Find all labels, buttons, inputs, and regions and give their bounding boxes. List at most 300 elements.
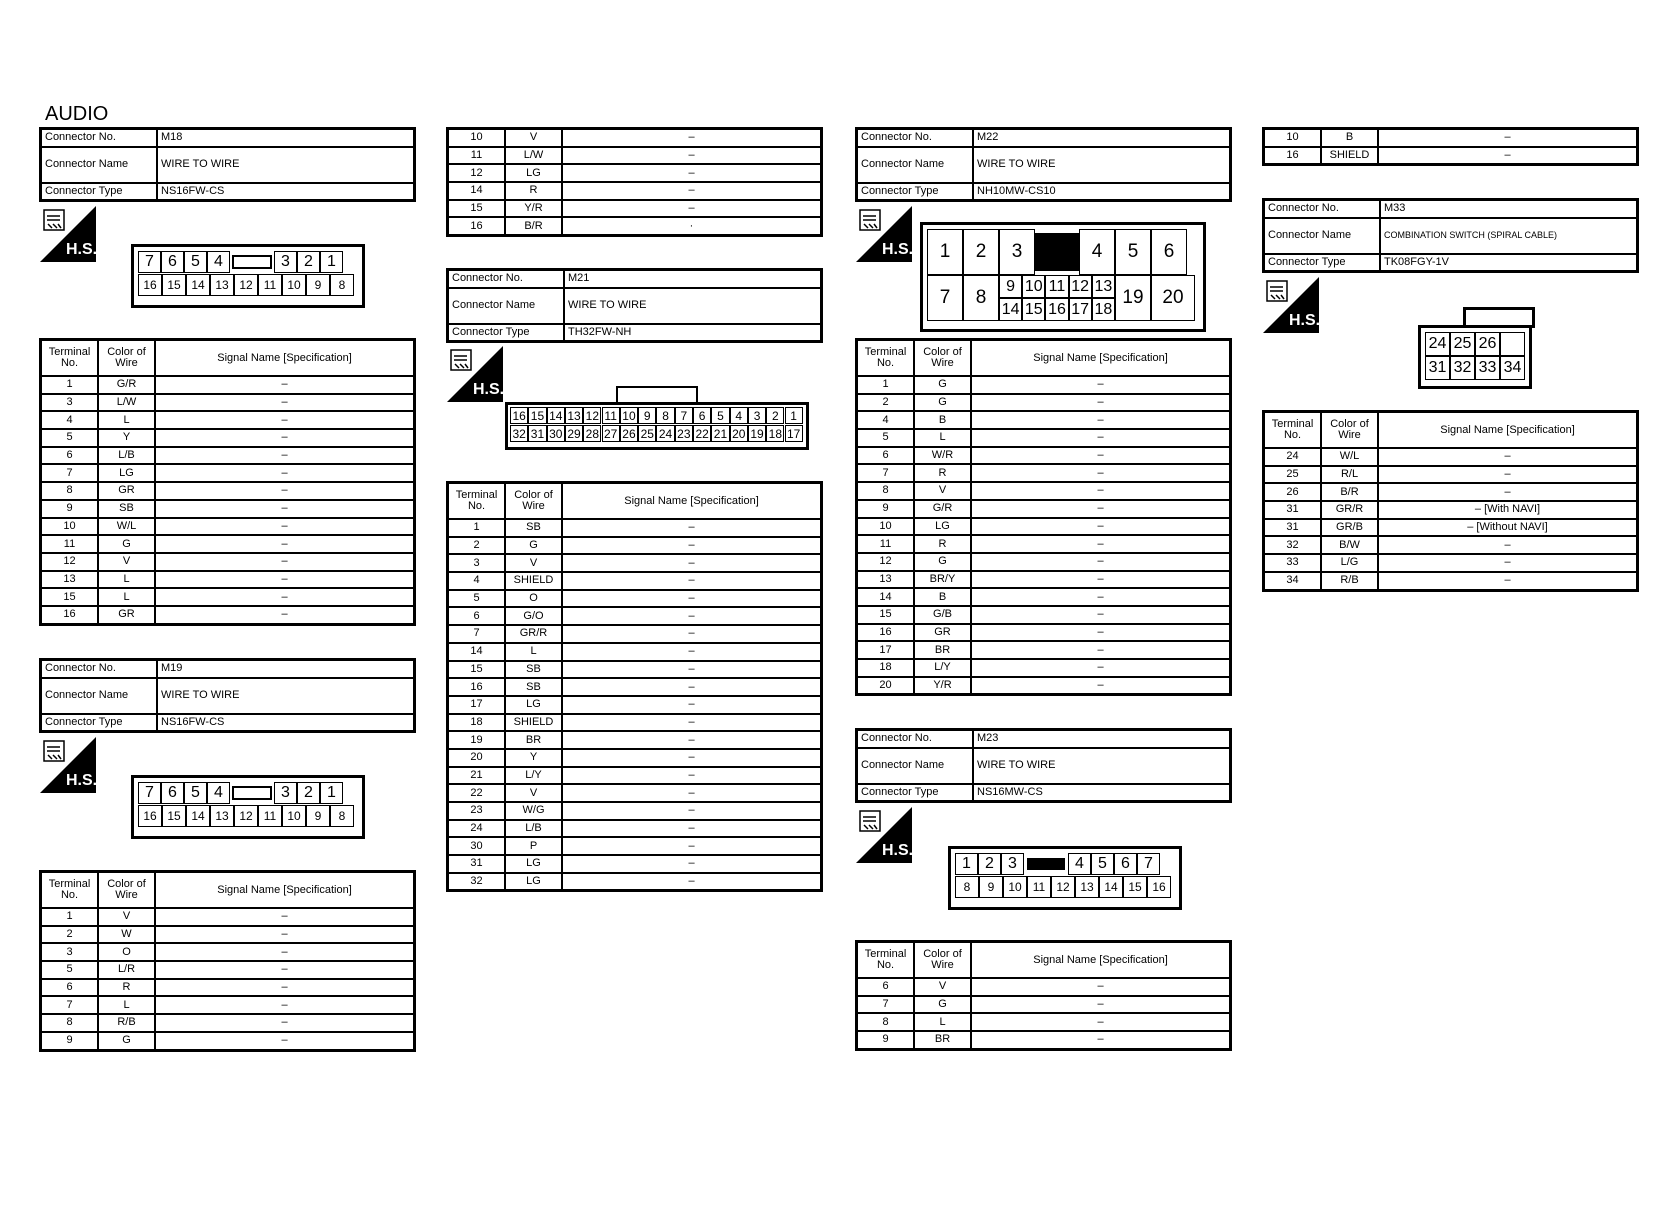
terminal-no-cell: 21 [448, 767, 506, 785]
table-row [857, 535, 1231, 553]
connector-pin: 16 [510, 407, 528, 424]
terminal-no-cell: 20 [857, 677, 915, 695]
table-row [857, 411, 1231, 429]
connector-pin: 17 [1069, 298, 1092, 321]
signal-name-cell: – [971, 535, 1231, 553]
terminal-no-cell: 13 [857, 571, 915, 589]
connector-pin: 22 [693, 425, 711, 442]
terminal-no-cell: 7 [857, 464, 915, 482]
signal-name-cell: – [562, 767, 822, 785]
connector-pin: 2 [297, 251, 320, 273]
table-row [41, 376, 415, 394]
connector-pin: 12 [1069, 275, 1092, 298]
wire-color-cell: GR/B [1321, 519, 1378, 537]
color-of-wire-header: Color of Wire [914, 340, 971, 377]
terminal-no-cell: 24 [1264, 448, 1322, 466]
connector-pin: 34 [1500, 356, 1525, 380]
hs-label: H.S. [882, 842, 912, 859]
table-row [448, 714, 822, 732]
connector-pin: 1 [955, 853, 978, 875]
table-row [448, 749, 822, 767]
connector-pin: 8 [656, 407, 674, 424]
terminal-no-cell: 22 [448, 784, 506, 802]
table-row [857, 1013, 1231, 1031]
connector-pin: 7 [1137, 853, 1160, 875]
terminal-no-cell: 19 [448, 731, 506, 749]
table-row [857, 553, 1231, 571]
wire-color-cell: Y/R [505, 200, 562, 218]
connector-pin: 1 [785, 407, 803, 424]
connector-pin: 6 [693, 407, 711, 424]
wire-color-cell: L/B [98, 447, 155, 465]
table-row [1264, 572, 1638, 590]
terminal-no-cell: 23 [448, 802, 506, 820]
table-header-row [41, 340, 415, 377]
connector-pin: 20 [730, 425, 748, 442]
wire-color-cell: B [1321, 129, 1378, 147]
signal-name-cell: – [971, 429, 1231, 447]
wire-color-cell: B [914, 588, 971, 606]
connector-no-label: Connector No. [41, 660, 158, 678]
table-row [41, 518, 415, 536]
table-row [41, 535, 415, 553]
table-row [448, 625, 822, 643]
signal-name-header: Signal Name [Specification] [562, 483, 822, 520]
connector-type-value: TK08FGY-1V [1380, 254, 1638, 272]
connector-name-value: WIRE TO WIRE [973, 748, 1231, 784]
wire-color-cell: O [505, 590, 562, 608]
wire-color-cell: B/R [1321, 483, 1378, 501]
table-row [448, 678, 822, 696]
connector-pin: 19 [748, 425, 766, 442]
wire-color-cell: P [505, 837, 562, 855]
hs-label: H.S. [882, 241, 912, 258]
connector-pin: 9 [999, 275, 1022, 298]
table-row [41, 1014, 415, 1032]
wire-color-cell: BR [914, 641, 971, 659]
table-header-row [41, 872, 415, 909]
signal-name-cell: – [155, 535, 415, 553]
table-row [857, 996, 1231, 1014]
connector-pin: 31 [1425, 356, 1450, 380]
wire-color-cell: BR [505, 731, 562, 749]
terminal-no-cell: 5 [857, 429, 915, 447]
wire-color-cell: SHIELD [505, 714, 562, 732]
connector-pin: 15 [162, 274, 186, 296]
signal-name-cell: – [971, 411, 1231, 429]
connector-pin: 31 [528, 425, 546, 442]
table-row [857, 447, 1231, 465]
signal-name-cell: – [155, 979, 415, 997]
table-row [448, 519, 822, 537]
terminal-no-cell: 17 [448, 696, 506, 714]
connector-type-label: Connector Type [41, 714, 158, 732]
table-row [448, 537, 822, 555]
page-title: AUDIO [45, 103, 109, 125]
wire-color-cell: LG [505, 855, 562, 873]
connector-pin: 6 [161, 782, 184, 804]
connector-pin: 4 [730, 407, 748, 424]
signal-name-cell: – [562, 661, 822, 679]
connector-pin: 10 [282, 805, 306, 827]
table-row [1264, 448, 1638, 466]
table-header-row [448, 483, 822, 520]
terminal-no-cell: 6 [857, 447, 915, 465]
wire-color-cell: SB [505, 678, 562, 696]
table-row [448, 607, 822, 625]
table-row [1264, 536, 1638, 554]
wire-color-cell: L/W [505, 147, 562, 165]
connector-pin: 11 [258, 805, 282, 827]
hs-label: H.S. [1289, 312, 1319, 329]
table-row [41, 500, 415, 518]
table-row [448, 217, 822, 235]
wire-color-cell: R [914, 535, 971, 553]
connector-pin: 25 [1450, 332, 1475, 356]
table-row [41, 943, 415, 961]
table-row [857, 394, 1231, 412]
signal-name-cell: – [562, 873, 822, 891]
wire-color-cell: L/Y [505, 767, 562, 785]
m23-continued-table [1262, 127, 1639, 166]
connector-pin: 4 [207, 251, 230, 273]
signal-name-cell: – [155, 429, 415, 447]
wire-color-cell: L/B [505, 820, 562, 838]
wire-color-cell: GR [914, 624, 971, 642]
m33-connector-face [1418, 325, 1532, 389]
table-row [448, 837, 822, 855]
terminal-no-cell: 34 [1264, 572, 1322, 590]
wire-color-cell: L [98, 411, 155, 429]
wire-color-cell: W/L [1321, 448, 1378, 466]
table-row [857, 588, 1231, 606]
signal-name-cell: – [562, 837, 822, 855]
connector-pin: 26 [620, 425, 638, 442]
terminal-no-cell: 6 [41, 447, 99, 465]
terminal-no-cell: 24 [448, 820, 506, 838]
terminal-no-cell: 16 [448, 217, 506, 235]
signal-name-cell: – [562, 147, 822, 165]
terminal-no-cell: 1 [41, 376, 99, 394]
color-of-wire-header: Color of Wire [914, 942, 971, 979]
connector-name-label: Connector Name [41, 678, 158, 714]
signal-name-cell: – [562, 731, 822, 749]
connector-pin: 32 [510, 425, 528, 442]
signal-name-cell: – [562, 714, 822, 732]
connector-pin: 7 [138, 251, 161, 273]
connector-pin: 2 [766, 407, 784, 424]
terminal-no-header: Terminal No. [448, 483, 506, 520]
wire-color-cell: LG [914, 518, 971, 536]
wire-color-cell: G/O [505, 607, 562, 625]
connector-pin: 23 [675, 425, 693, 442]
table-row [448, 572, 822, 590]
signal-name-cell: – [562, 572, 822, 590]
table-row [41, 553, 415, 571]
connector-pin: 14 [186, 274, 210, 296]
cavity-bar [1027, 858, 1065, 870]
wire-color-cell: LG [98, 464, 155, 482]
signal-name-cell: – [155, 464, 415, 482]
connector-pin: 16 [1045, 298, 1068, 321]
signal-name-cell: – [971, 677, 1231, 695]
wire-color-cell: V [98, 908, 155, 926]
connector-pin: 4 [1068, 853, 1091, 875]
terminal-no-cell: 7 [41, 464, 99, 482]
connector-pin: 7 [927, 275, 963, 321]
connector-pin: 6 [1114, 853, 1137, 875]
connector-pin: 7 [675, 407, 693, 424]
table-row [857, 482, 1231, 500]
connector-pin: 14 [186, 805, 210, 827]
connector-pin: 11 [1045, 275, 1068, 298]
terminal-no-cell: 2 [41, 926, 99, 944]
connector-type-value: NH10MW-CS10 [973, 183, 1231, 201]
wire-color-cell: V [98, 553, 155, 571]
connector-pin: 15 [1022, 298, 1045, 321]
hs-label: H.S. [66, 772, 96, 789]
signal-name-cell: – [155, 482, 415, 500]
connector-type-label: Connector Type [448, 324, 565, 342]
connector-name-label: Connector Name [857, 748, 974, 784]
table-row [41, 447, 415, 465]
table-row [1264, 129, 1638, 147]
signal-name-cell: – [1378, 129, 1638, 147]
connector-no-value: M21 [564, 270, 822, 288]
wire-color-cell: L [98, 571, 155, 589]
connector-pin: 24 [656, 425, 674, 442]
connector-type-value: TH32FW-NH [564, 324, 822, 342]
terminal-no-cell: 32 [448, 873, 506, 891]
connector-pin: 12 [1051, 876, 1075, 898]
terminal-no-cell: 26 [1264, 483, 1322, 501]
wire-color-cell: O [98, 943, 155, 961]
terminal-no-cell: 7 [448, 625, 506, 643]
signal-name-cell: – [562, 164, 822, 182]
wire-color-cell: LG [505, 696, 562, 714]
table-row [448, 784, 822, 802]
connector-no-label: Connector No. [1264, 200, 1381, 218]
terminal-no-cell: 25 [1264, 466, 1322, 484]
connector-pin: 15 [162, 805, 186, 827]
terminal-no-cell: 16 [857, 624, 915, 642]
terminal-no-cell: 18 [857, 659, 915, 677]
table-row [857, 518, 1231, 536]
table-row [857, 641, 1231, 659]
connector-type-label: Connector Type [1264, 254, 1381, 272]
terminal-no-header: Terminal No. [1264, 412, 1322, 449]
connector-pin: 5 [1091, 853, 1114, 875]
terminal-no-cell: 5 [41, 429, 99, 447]
signal-name-cell: – [562, 129, 822, 147]
signal-name-cell: – [155, 411, 415, 429]
terminal-no-cell: 4 [41, 411, 99, 429]
terminal-no-cell: 3 [41, 943, 99, 961]
terminal-no-cell: 10 [41, 518, 99, 536]
connector-pin: 13 [210, 274, 234, 296]
lock-slot-outline [232, 786, 272, 800]
connector-pin: 4 [207, 782, 230, 804]
table-row [41, 979, 415, 997]
wire-color-cell: G [914, 996, 971, 1014]
table-row [41, 926, 415, 944]
wire-color-cell: GR/R [505, 625, 562, 643]
color-of-wire-header: Color of Wire [98, 872, 155, 909]
signal-name-cell: – [971, 996, 1231, 1014]
wire-color-cell: L [98, 588, 155, 606]
connector-pin: 2 [963, 229, 999, 275]
m33-lock-tab [1463, 307, 1535, 328]
wire-color-cell: W/G [505, 802, 562, 820]
connector-pin: 12 [234, 805, 258, 827]
terminal-no-cell: 15 [857, 606, 915, 624]
terminal-no-cell: 9 [41, 500, 99, 518]
signal-name-cell: – [1378, 554, 1638, 572]
table-row [448, 147, 822, 165]
terminal-no-cell: 31 [1264, 501, 1322, 519]
signal-name-cell: – [155, 996, 415, 1014]
signal-name-cell: – [971, 978, 1231, 996]
signal-name-cell: – [1378, 483, 1638, 501]
connector-pin: 9 [638, 407, 656, 424]
wire-color-cell: SB [505, 519, 562, 537]
connector-pin: 3 [274, 782, 297, 804]
terminal-no-cell: 1 [857, 376, 915, 394]
m19-info-table [39, 658, 416, 733]
wire-color-cell: V [505, 129, 562, 147]
table-row [448, 661, 822, 679]
wire-color-cell: GR/R [1321, 501, 1378, 519]
terminal-no-cell: 6 [857, 978, 915, 996]
hs-icon [856, 206, 912, 262]
connector-pin: 15 [528, 407, 546, 424]
signal-name-header: Signal Name [Specification] [155, 872, 415, 909]
terminal-no-header: Terminal No. [41, 340, 99, 377]
signal-name-cell: – [971, 659, 1231, 677]
terminal-no-cell: 10 [448, 129, 506, 147]
table-row [41, 1032, 415, 1050]
m19-terminal-table [39, 870, 416, 1052]
signal-name-cell: – [155, 588, 415, 606]
lock-slot [230, 782, 274, 804]
connector-type-label: Connector Type [857, 784, 974, 802]
wire-color-cell: BR/Y [914, 571, 971, 589]
cavity-block [1024, 853, 1068, 875]
table-row [41, 908, 415, 926]
connector-pin: 8 [955, 876, 979, 898]
table-row [448, 554, 822, 572]
hs-icon [1263, 277, 1319, 333]
connector-pin: 14 [999, 298, 1022, 321]
connector-pin: 5 [1115, 229, 1151, 275]
connector-pin: 30 [547, 425, 565, 442]
signal-name-cell: – [971, 606, 1231, 624]
lock-slot [1500, 332, 1525, 356]
connector-name-value: WIRE TO WIRE [157, 147, 415, 183]
wire-color-cell: G [98, 535, 155, 553]
connector-pin: 2 [297, 782, 320, 804]
hs-label: H.S. [66, 241, 96, 258]
table-row [448, 182, 822, 200]
connector-pin: 15 [1123, 876, 1147, 898]
m18-connector-face [131, 244, 365, 308]
signal-name-cell: – [1378, 572, 1638, 590]
connector-pin: 12 [583, 407, 601, 424]
table-row [448, 696, 822, 714]
m33-info-table [1262, 198, 1639, 273]
terminal-no-cell: 7 [857, 996, 915, 1014]
table-row [448, 731, 822, 749]
connector-pin: 11 [602, 407, 620, 424]
terminal-no-header: Terminal No. [41, 872, 99, 909]
terminal-no-cell: 2 [448, 537, 506, 555]
signal-name-cell: – [971, 518, 1231, 536]
connector-pin: 11 [258, 274, 282, 296]
connector-type-label: Connector Type [857, 183, 974, 201]
wire-color-cell: G/B [914, 606, 971, 624]
m23-terminal-table [855, 940, 1232, 1051]
table-row [857, 500, 1231, 518]
terminal-no-cell: 15 [448, 661, 506, 679]
connector-pin: 3 [1001, 853, 1024, 875]
connector-type-value: NS16FW-CS [157, 183, 415, 201]
signal-name-cell: – [1378, 147, 1638, 165]
table-row [448, 643, 822, 661]
color-of-wire-header: Color of Wire [505, 483, 562, 520]
signal-name-cell: – [155, 394, 415, 412]
connector-no-label: Connector No. [857, 730, 974, 748]
table-row [857, 659, 1231, 677]
signal-name-cell: – [With NAVI] [1378, 501, 1638, 519]
connector-pin: 16 [1147, 876, 1171, 898]
terminal-no-header: Terminal No. [857, 340, 915, 377]
signal-name-cell: – [155, 518, 415, 536]
table-header-row [857, 340, 1231, 377]
terminal-no-cell: 18 [448, 714, 506, 732]
table-header-row [857, 942, 1231, 979]
wire-color-cell: L/W [98, 394, 155, 412]
terminal-no-cell: 3 [448, 554, 506, 572]
table-row [448, 802, 822, 820]
signal-name-cell: – [562, 625, 822, 643]
connector-pin: 26 [1475, 332, 1500, 356]
wire-color-cell: R [914, 464, 971, 482]
connector-pin: 12 [234, 274, 258, 296]
cavity-block [1035, 233, 1079, 271]
connector-pin: 13 [210, 805, 234, 827]
signal-name-cell: – [971, 447, 1231, 465]
table-row [41, 394, 415, 412]
wire-color-cell: Y [98, 429, 155, 447]
signal-name-cell: – [155, 553, 415, 571]
m21-connector-face [505, 402, 809, 450]
signal-name-header: Signal Name [Specification] [971, 340, 1231, 377]
wire-color-cell: R/B [1321, 572, 1378, 590]
wire-color-cell: SHIELD [505, 572, 562, 590]
wire-color-cell: B/W [1321, 536, 1378, 554]
wire-color-cell: G/R [914, 500, 971, 518]
table-row [857, 429, 1231, 447]
connector-pin: 20 [1151, 275, 1195, 321]
m18-terminal-table [39, 338, 416, 626]
connector-no-value: M23 [973, 730, 1231, 748]
connector-pin: 8 [963, 275, 999, 321]
connector-pin: 14 [547, 407, 565, 424]
terminal-no-cell: 9 [857, 500, 915, 518]
signal-name-cell: – [155, 943, 415, 961]
hs-icon [447, 346, 503, 402]
connector-pin: 33 [1475, 356, 1500, 380]
